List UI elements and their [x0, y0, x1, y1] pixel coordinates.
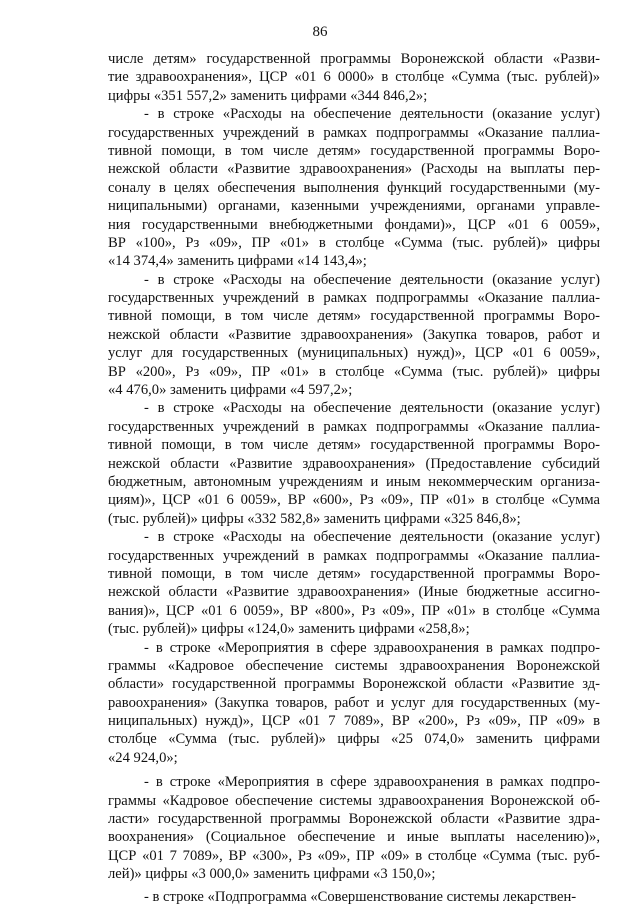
text-line: циям)», ЦСР «01 6 0059», ВР «600», Рз «09», ПР «01» в столбце «Сумма — [108, 492, 600, 509]
text-line: лей)» цифры «3 000,0» заменить цифрами «3 150,0»; — [108, 866, 436, 883]
text-line: ВР «100», Рз «09», ПР «01» в столбце «Сумма (тыс. рублей)» цифры — [108, 234, 600, 251]
text-line: тие здравоохранения», ЦСР «01 6 0000» в столбце «Сумма (тыс. рублей)» — [108, 69, 600, 86]
paragraph — [108, 528, 600, 638]
paragraph — [108, 50, 600, 105]
paragraph — [108, 888, 600, 906]
text-line: области» государственной программы Воронежской области «Развитие зд- — [108, 676, 600, 693]
text-line: воохранения» (Социальное обеспечение и иные выплаты населению)», — [108, 829, 600, 846]
text-line: - в строке «Расходы на обеспечение деятельности (оказание услуг) — [144, 271, 600, 288]
text-line: (тыс. рублей)» цифры «332 582,8» заменить цифрами «325 846,8»; — [108, 510, 521, 527]
text-line: ниципальных) нужд)», ЦСР «01 7 7089», ВР «200», Рз «09», ПР «09» в — [108, 713, 600, 730]
text-line: граммы «Кадровое обеспечение системы здравоохранения Воронежской — [108, 657, 600, 674]
text-line: (тыс. рублей)» цифры «124,0» заменить цифрами «258,8»; — [108, 621, 470, 638]
text-line: ВР «200», Рз «09», ПР «01» в столбце «Сумма (тыс. рублей)» цифры — [108, 363, 600, 380]
paragraph — [108, 105, 600, 271]
text-line: вания)», ЦСР «01 6 0059», ВР «800», Рз «09», ПР «01» в столбце «Сумма — [108, 602, 600, 619]
text-line: ниципальными) органами, казенными учреждениями, органами управле- — [108, 198, 600, 215]
text-line: нежской области «Развитие здравоохранения» (Закупка товаров, работ и — [108, 326, 600, 343]
text-line: государственных учреждений в рамках подпрограммы «Оказание паллиа- — [108, 547, 600, 564]
text-line: нежской области «Развитие здравоохранения» (Расходы на выплаты пер- — [108, 161, 600, 178]
page-number: 86 — [312, 24, 328, 40]
text-line: бюджетным, автономным учреждениям и иным некоммерческим организа- — [108, 473, 600, 490]
text-line: тивной помощи, в том числе детям» государственной программы Воро- — [108, 565, 600, 582]
text-line: тивной помощи, в том числе детям» государственной программы Воро- — [108, 308, 600, 325]
text-line: нежской области «Развитие здравоохранения» (Иные бюджетные ассигно- — [108, 584, 600, 601]
text-line: ния государственными внебюджетными фондами)», ЦСР «01 6 0059», — [108, 216, 600, 233]
document-body — [108, 50, 600, 906]
text-line: - в строке «Мероприятия в сфере здравоохранения в рамках подпро- — [144, 774, 600, 791]
text-line: ласти» государственной программы Воронежской области «Развитие здра- — [108, 811, 600, 828]
text-line: тивной помощи, в том числе детям» государственной программы Воро- — [108, 437, 600, 454]
text-line: равоохранения» (Закупка товаров, работ и услуг для государственных (му- — [108, 694, 600, 711]
paragraph — [108, 639, 600, 768]
text-line: - в строке «Мероприятия в сфере здравоохранения в рамках подпро- — [144, 639, 600, 656]
text-line: соналу в целях обеспечения выполнения функций государственными (му- — [108, 179, 600, 196]
text-line: - в строке «Расходы на обеспечение деятельности (оказание услуг) — [144, 400, 600, 417]
text-line: - в строке «Расходы на обеспечение деятельности (оказание услуг) — [144, 106, 600, 123]
text-line: числе детям» государственной программы Воронежской области «Разви- — [108, 51, 600, 67]
text-line: граммы «Кадровое обеспечение системы здравоохранения Воронежской об- — [108, 792, 600, 809]
text-line: столбце «Сумма (тыс. рублей)» цифры «25 074,0» заменить цифрами — [108, 731, 600, 748]
paragraph — [108, 399, 600, 528]
text-line: - в строке «Расходы на обеспечение деятельности (оказание услуг) — [144, 529, 600, 546]
paragraph — [108, 773, 600, 883]
text-line: нежской области «Развитие здравоохранения» (Предоставление субсидий — [108, 455, 600, 472]
text-line: - в строке «Подпрограмма «Совершенствование системы лекарствен- — [144, 888, 577, 905]
paragraph — [108, 271, 600, 400]
text-line: «4 476,0» заменить цифрами «4 597,2»; — [108, 382, 353, 399]
text-line: услуг для государственных (муниципальных) нужд)», ЦСР «01 6 0059», — [108, 345, 600, 362]
text-line: «14 374,4» заменить цифрами «14 143,4»; — [108, 253, 367, 270]
text-line: государственных учреждений в рамках подпрограммы «Оказание паллиа- — [108, 418, 600, 435]
text-line: тивной помощи, в том числе детям» государственной программы Воро- — [108, 142, 600, 159]
text-line: цифры «351 557,2» заменить цифрами «344 846,2»; — [108, 87, 428, 104]
text-line: государственных учреждений в рамках подпрограммы «Оказание паллиа- — [108, 124, 600, 141]
text-line: государственных учреждений в рамках подпрограммы «Оказание паллиа- — [108, 290, 600, 307]
text-line: «24 924,0»; — [108, 749, 178, 766]
text-line: ЦСР «01 7 7089», ВР «300», Рз «09», ПР «09» в столбце «Сумма (тыс. руб- — [108, 847, 600, 864]
